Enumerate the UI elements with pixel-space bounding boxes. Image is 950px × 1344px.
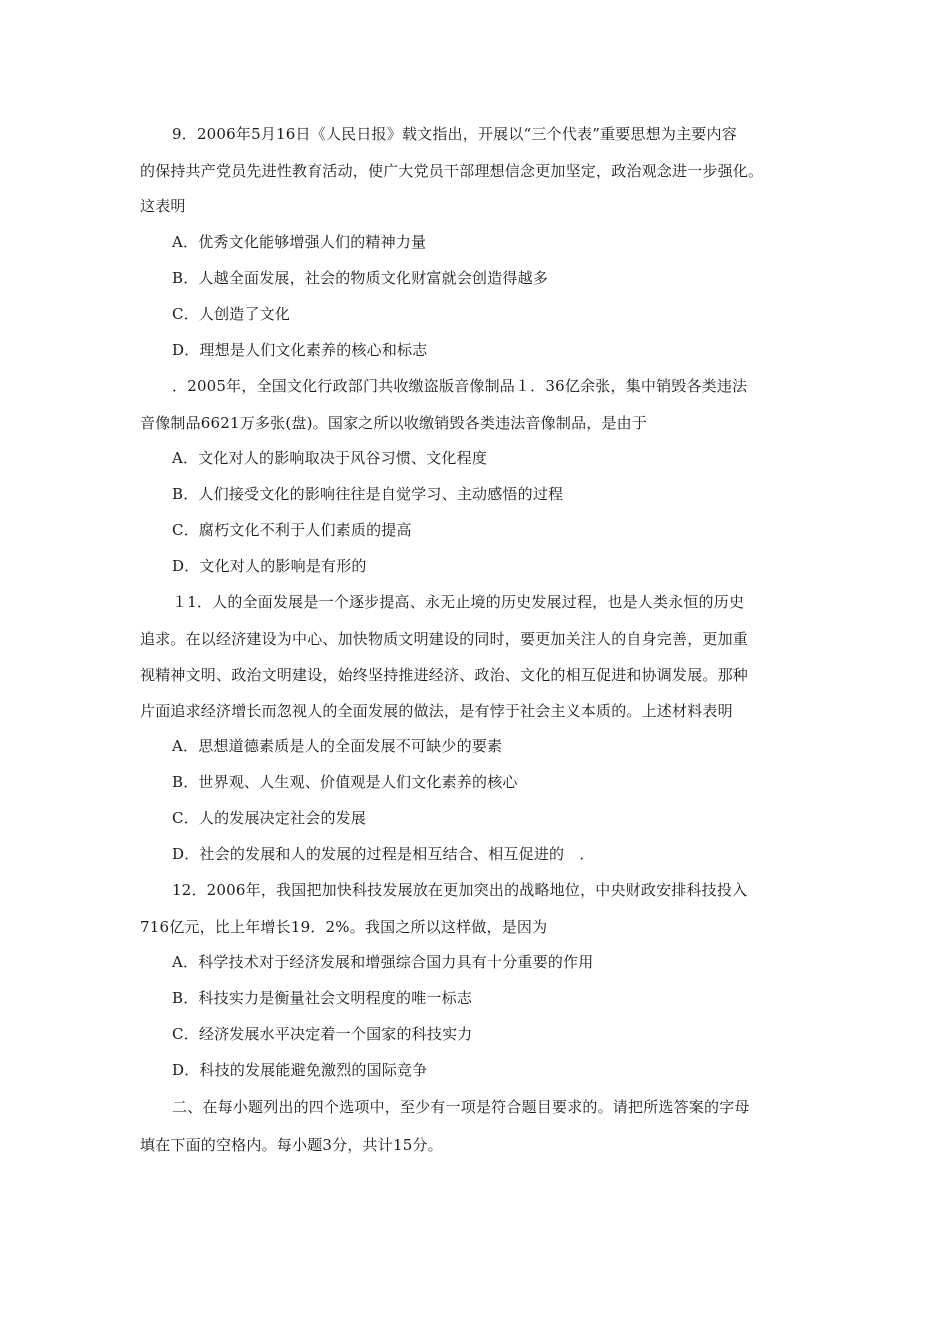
question-stem-line: 视精神文明、政治文明建设，始终坚持推进经济、政治、文化的相互促进和协调发展。那种 <box>140 666 749 684</box>
document-content <box>140 116 820 1162</box>
question-10 <box>140 368 820 584</box>
question-stem-line: ．2005年，全国文化行政部门共收缴盗版音像制品１．36亿余张，集中销毁各类违法 <box>172 377 748 395</box>
option-a: A．科学技术对于经济发展和增强综合国力具有十分重要的作用 <box>172 953 594 971</box>
option-b: B．科技实力是衡量社会文明程度的唯一标志 <box>172 989 473 1007</box>
question-stem-line: 追求。在以经济建设为中心、加快物质文明建设的同时，要更加关注人的自身完善，更加重 <box>140 630 749 648</box>
option-a: A．文化对人的影响取决于风谷习惯、文化程度 <box>172 449 488 467</box>
question-stem-line: 9．2006年5月16日《人民日报》载文指出，开展以“三个代表”重要思想为主要内容 <box>172 125 737 143</box>
option-c: C．经济发展水平决定着一个国家的科技实力 <box>172 1025 473 1043</box>
question-stem-line: 这表明 <box>140 197 186 215</box>
option-b: B．人越全面发展，社会的物质文化财富就会创造得越多 <box>172 269 549 287</box>
question-11 <box>140 584 820 872</box>
option-d: D．文化对人的影响是有形的 <box>172 557 367 575</box>
option-c: C．人的发展决定社会的发展 <box>172 809 367 827</box>
question-stem-line: 音像制品6621万多张(盘)。国家之所以收缴销毁各类违法音像制品，是由于 <box>140 414 648 432</box>
question-stem-line: １1．人的全面发展是一个逐步提高、永无止境的历史发展过程，也是人类永恒的历史 <box>172 593 745 611</box>
option-c: C．腐朽文化不利于人们素质的提高 <box>172 521 412 539</box>
question-9 <box>140 116 820 368</box>
option-b: B．人们接受文化的影响往往是自觉学习、主动感悟的过程 <box>172 485 564 503</box>
option-a: A．优秀文化能够增强人们的精神力量 <box>172 233 427 251</box>
question-stem-line: 12．2006年，我国把加快科技发展放在更加突出的战略地位，中央财政安排科技投入 <box>172 881 748 899</box>
option-d: D．社会的发展和人的发展的过程是相互结合、相互促进的 ． <box>172 845 595 863</box>
question-12 <box>140 872 820 1088</box>
section-two-instructions <box>140 1088 820 1162</box>
option-d: D．理想是人们文化素养的核心和标志 <box>172 341 428 359</box>
option-d: D．科技的发展能避免激烈的国际竞争 <box>172 1061 428 1079</box>
option-c: C．人创造了文化 <box>172 305 291 323</box>
option-a: A．思想道德素质是人的全面发展不可缺少的要素 <box>172 737 503 755</box>
question-stem-line: 片面追求经济增长而忽视人的全面发展的做法，是有悖于社会主义本质的。上述材料表明 <box>140 702 733 720</box>
question-stem-line: 的保持共产党员先进性教育活动，使广大党员干部理想信念更加坚定，政治观念进一步强化。 <box>140 162 764 180</box>
option-b: B．世界观、人生观、价值观是人们文化素养的核心 <box>172 773 518 791</box>
section-heading-line: 二、在每小题列出的四个选项中，至少有一项是符合题目要求的。请把所选答案的字母 <box>172 1098 750 1116</box>
section-heading-line: 填在下面的空格内。每小题3分，共计15分。 <box>140 1136 443 1154</box>
question-stem-line: 716亿元，比上年增长19．2%。我国之所以这样做，是因为 <box>140 918 548 936</box>
